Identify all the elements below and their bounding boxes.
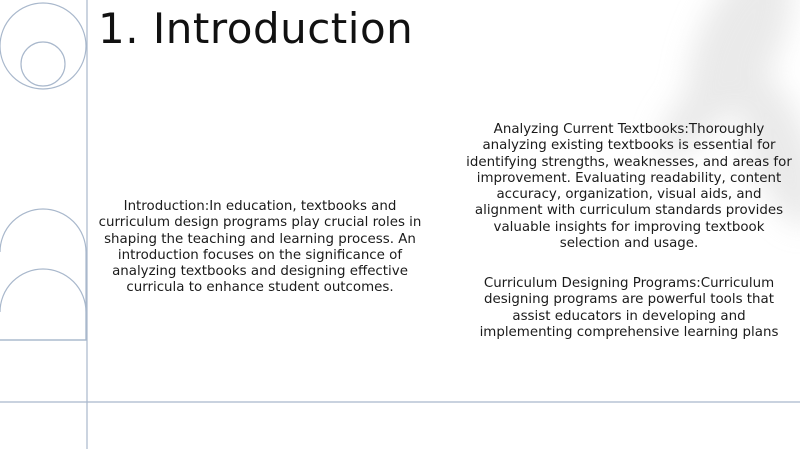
small-circle-shape — [21, 42, 65, 86]
lower-arch-shape — [0, 269, 86, 340]
curriculum-programs-text-block: Curriculum Designing Programs:Curriculum designing programs are powerful tools that assist educators in developing and implementing comprehensive learning plans — [479, 276, 779, 340]
introduction-text-block: Introduction:In education, textbooks and curriculum design programs play crucial roles in shaping the teaching and learning process. An introduction focuses on the significance of analyzing textbooks and designing effective curricula to enhance student outcomes. — [98, 199, 422, 296]
large-circle-shape — [0, 3, 86, 89]
upper-arch-shape — [0, 209, 86, 340]
slide-title: 1. Introduction — [98, 4, 414, 53]
analyzing-textbooks-text-block: Analyzing Current Textbooks:Thoroughly analyzing existing textbooks is essential for identifying strengths, weaknesses, and areas for improvement. Evaluating readability, content accuracy, organization, visual aids, and alignment with curriculum standards provides valuable insights for improving textbook selection and usage. — [466, 122, 792, 252]
